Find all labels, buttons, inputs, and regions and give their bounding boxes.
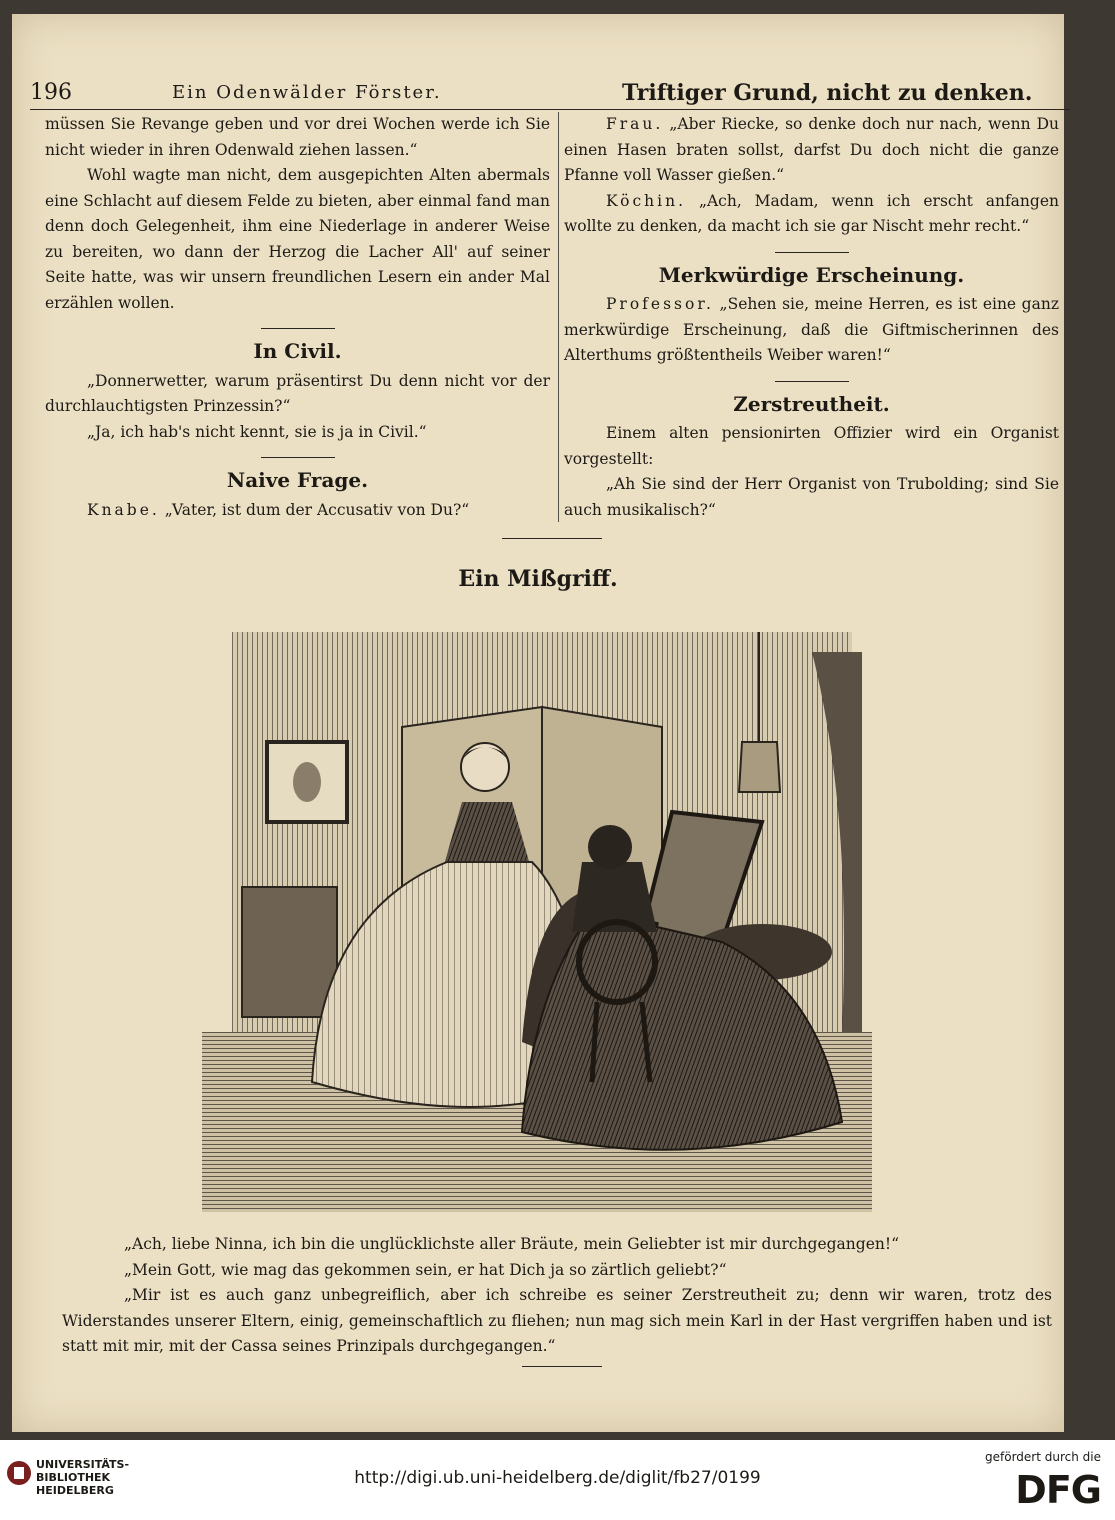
right-paragraph-1 xyxy=(564,112,1059,189)
separator xyxy=(775,381,849,382)
section-in-civil-line-1: „Donnerwetter, warum präsentirst Du denn nicht vor der durchlauchtigsten Prinzessin?“ xyxy=(45,371,550,415)
speaker-label: Köchin. xyxy=(606,191,687,210)
left-paragraph-2: Wohl wagte man nicht, dem ausgepichten Alten abermals eine Schlacht auf diesem Felde zu bieten, aber einmal fand man denn doch Gelegenheit, ihm eine Niederlage in anderer Weise zu bereiten, wo dann der Herzog die Lacher All' auf seiner Seite hatte, was wir unsern freundlichen Lesern ein ander Mal erzählen wollen. xyxy=(45,166,550,312)
running-title: Ein Odenwälder Förster. xyxy=(172,82,442,103)
engraving-illustration xyxy=(202,612,872,1212)
caption-line-1: „Ach, liebe Ninna, ich bin die unglücklichste aller Bräute, mein Geliebter ist mir durchgegangen!“ xyxy=(124,1235,899,1253)
caption-line-3: „Mir ist es auch ganz unbegreiflich, aber ich schreibe es seiner Zerstreutheit zu; denn wir waren, trotz des Widerstandes unserer Eltern, einig, gemeinschaftlich zu fliehen; nun mag sich mein Karl in der Hast vergriffen haben und ist statt mit mir, mit der Cassa seines Prinzipals durchgegangen.“ xyxy=(62,1286,1052,1355)
portrait-figure xyxy=(293,762,321,802)
speaker-label: Knabe. xyxy=(87,500,160,519)
section-title-zerstreutheit: Zerstreutheit. xyxy=(733,391,890,416)
section-title-naive-frage: Naive Frage. xyxy=(226,468,369,492)
paper-page xyxy=(12,14,1064,1432)
separator xyxy=(261,328,335,329)
right-heading: Triftiger Grund, nicht zu denken. xyxy=(622,80,1033,106)
speech-text: „Aber Riecke, so denke doch nur nach, wenn Du einen Hasen braten sollst, darfst Du doch nicht die ganze Pfanne voll Wasser gießen.“ xyxy=(564,115,1059,184)
separator xyxy=(261,457,335,458)
right-column xyxy=(564,112,1059,523)
speech-text: „Sehen sie, meine Herren, es ist eine ganz merkwürdige Erscheinung, daß die Giftmischerinnen des Alterthums größtentheils Weiber waren!“ xyxy=(564,295,1059,364)
cartoon-title: Ein Mißgriff. xyxy=(458,566,618,592)
left-paragraph-1: müssen Sie Revange geben und vor drei Wochen werde ich Sie nicht wieder in ihren Odenwald ziehen lassen.“ xyxy=(45,115,550,159)
page-number: 196 xyxy=(30,80,72,105)
section-in-civil-line-2: „Ja, ich hab's nicht kennt, sie is ja in Civil.“ xyxy=(87,422,427,441)
separator xyxy=(502,538,602,539)
separator xyxy=(775,252,849,253)
speech-text: „Ach, Madam, wenn ich erscht anfangen wollte zu denken, da macht ich sie gar Nischt mehr recht.“ xyxy=(564,191,1059,235)
right-paragraph-2 xyxy=(564,189,1059,240)
left-column xyxy=(45,112,550,523)
library-name: UNIVERSITÄTS- BIBLIOTHEK HEIDELBERG xyxy=(36,1458,130,1497)
cartoon-caption xyxy=(62,1232,1052,1360)
speaker-label: Frau. xyxy=(606,115,664,133)
birdcage xyxy=(739,742,780,792)
source-url-link[interactable]: http://digi.ub.uni-heidelberg.de/diglit/fb27/0199 xyxy=(354,1468,761,1488)
side-cabinet xyxy=(242,887,337,1017)
column-divider xyxy=(558,112,559,522)
separator xyxy=(522,1366,602,1367)
standing-woman-head xyxy=(461,743,509,791)
section-title-merkwuerdige: Merkwürdige Erscheinung. xyxy=(658,262,965,287)
section-zerstreutheit-line-2: „Ah Sie sind der Herr Organist von Trubolding; sind Sie auch musikalisch?“ xyxy=(564,475,1059,519)
caption-line-2: „Mein Gott, wie mag das gekommen sein, er hat Dich ja so zärtlich geliebt?“ xyxy=(124,1260,727,1279)
section-naive-frage-text xyxy=(45,498,550,524)
digitization-footer xyxy=(0,1440,1115,1520)
speaker-label: Professor. xyxy=(606,295,714,313)
funding-note: gefördert durch die xyxy=(985,1450,1101,1464)
page-header xyxy=(12,80,1064,112)
speech-text: „Vater, ist dum der Accusativ von Du?“ xyxy=(164,500,470,519)
dfg-logo: DFG xyxy=(1015,1468,1101,1512)
section-zerstreutheit-line-1: Einem alten pensionirten Offizier wird ein Organist vorgestellt: xyxy=(564,424,1059,468)
seated-woman-head xyxy=(588,825,632,869)
section-title-in-civil: In Civil. xyxy=(253,339,342,363)
header-rule xyxy=(30,109,1070,110)
section-merkwuerdige-text xyxy=(564,292,1059,369)
